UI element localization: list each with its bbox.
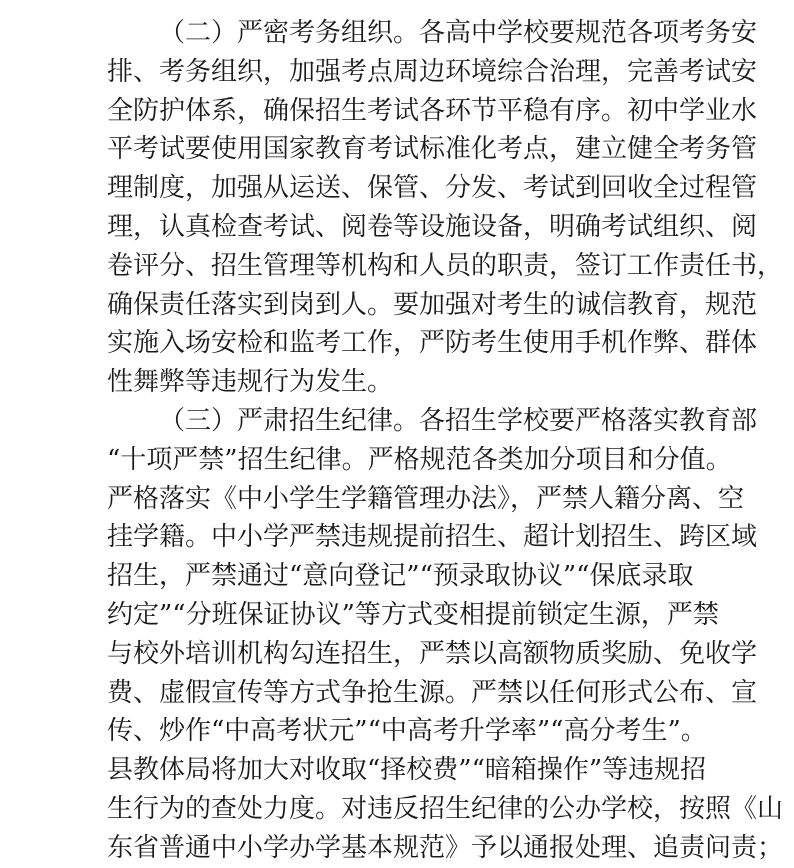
paragraph-last-line: 性舞弊等违规行为发生。: [107, 367, 394, 398]
text-line: 县教体局将加大对收取“择校费”“暗箱操作”等违规招: [107, 755, 707, 786]
text-line: 理制度，加强从运送、保管、分发、考试到回收全过程管: [107, 173, 758, 204]
text-line: （二）严密考务组织。各高中学校要规范各项考务安: [159, 18, 758, 48]
text-line: 约定”“分班保证协议”等方式变相提前锁定生源，严禁: [107, 599, 719, 630]
text-line: 全防护体系，确保招生考试各环节平稳有序。初中学业水: [107, 95, 758, 126]
text-line: 挂学籍。中小学严禁违规提前招生、超计划招生、跨区域: [107, 522, 758, 553]
text-line: 平考试要使用国家教育考试标准化考点，建立健全考务管: [107, 134, 758, 165]
text-line: 确保责任落实到岗到人。要加强对考生的诚信教育，规范: [107, 289, 758, 320]
text-line: 东省普通中小学办学基本规范》予以通报处理、追责问责；: [107, 832, 784, 863]
text-line: 传、炒作“中高考状元”“中高考升学率”“高分考生”。: [107, 716, 707, 747]
text-line: 费、虚假宣传等方式争抢生源。严禁以任何形式公布、宣: [107, 677, 758, 708]
text-line: 理，认真检查考试、阅卷等设施设备，明确考试组织、阅: [107, 211, 758, 242]
text-line: 排、考务组织，加强考点周边环境综合治理，完善考试安: [107, 56, 758, 87]
text-line: 与校外培训机构勾连招生，严禁以高额物质奖励、免收学: [107, 638, 758, 669]
text-line: 实施入场安检和监考工作，严防考生使用手机作弊、群体: [107, 328, 758, 359]
text-line: 生行为的查处力度。对违反招生纪律的公办学校，按照《山: [107, 793, 784, 824]
text-line: 卷评分、招生管理等机构和人员的职责，签订工作责任书，: [107, 250, 784, 281]
text-line: 招生，严禁通过“意向登记”“预录取协议”“保底录取: [107, 561, 694, 592]
document-page: [107, 14, 784, 868]
text-line: “十项严禁”招生纪律。严格规范各类加分项目和分值。: [107, 444, 732, 475]
text-line: 严格落实《中小学生学籍管理办法》，严禁人籍分离、空: [107, 483, 745, 514]
text-line: （三）严肃招生纪律。各招生学校要严格落实教育部: [159, 405, 758, 436]
